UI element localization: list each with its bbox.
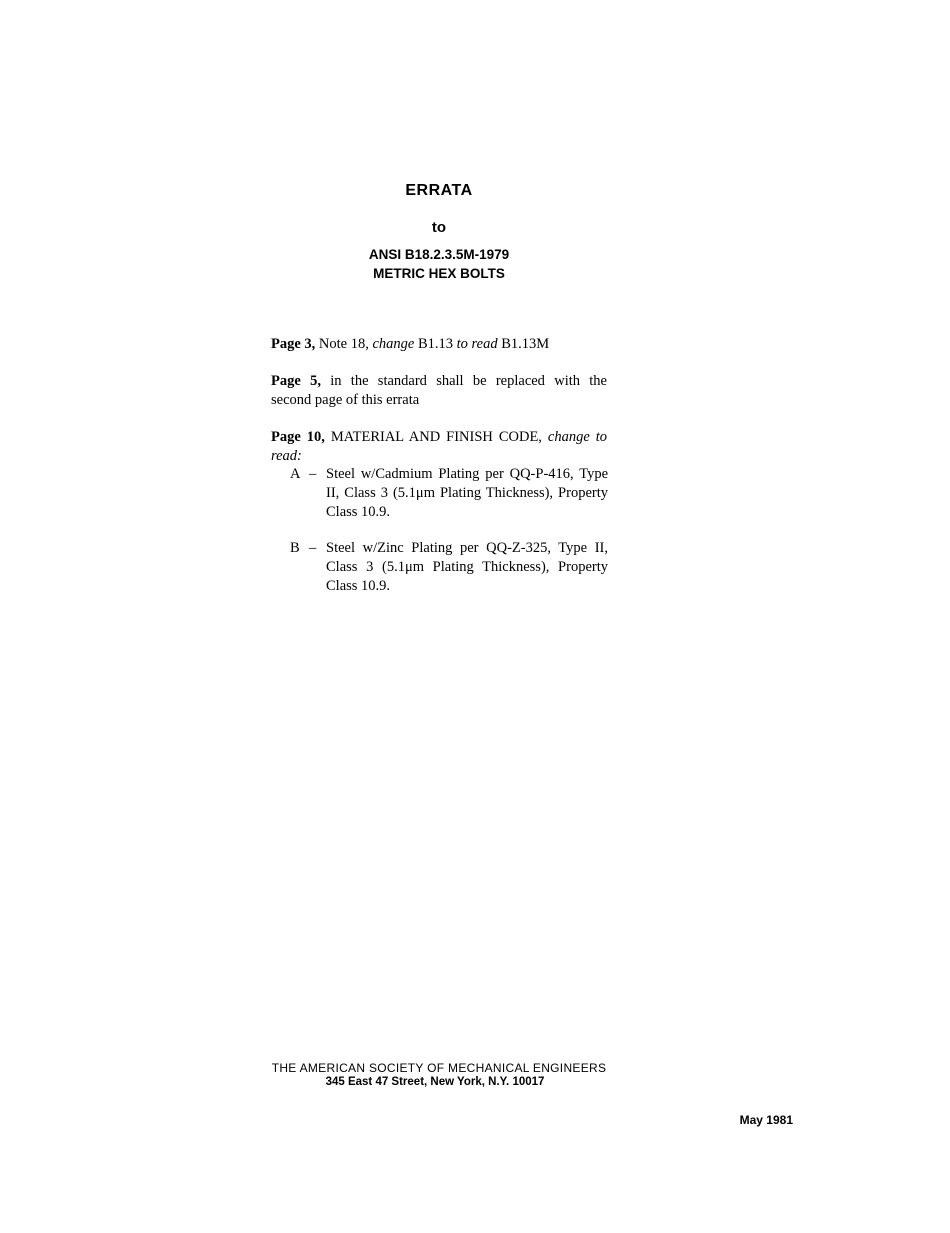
finish-code-item (290, 465, 608, 522)
correction-line: second page of this errata (271, 392, 420, 408)
note-reference: Note 18, (315, 336, 369, 352)
item-description: Steel w/Cadmium Plating per QQ-P-416, Type II, Class 3 (5.1μm Plating Thickness), Property Class 10.9. (326, 466, 608, 520)
standard-number: ANSI B18.2.3.5M-1979 (368, 247, 510, 262)
title-connector: to (431, 219, 447, 236)
item-description: Steel w/Zinc Plating per QQ-Z-325, Type II, Class 3 (5.1μm Plating Thickness), Property Class 10.9. (326, 540, 608, 594)
standard-title: METRIC HEX BOLTS (373, 266, 505, 281)
change-instruction: change to (541, 429, 608, 445)
item-dash: – (309, 466, 317, 482)
organization-address: 345 East 47 Street, New York, N.Y. 10017 (325, 1076, 545, 1088)
document-title: ERRATA (405, 182, 473, 199)
page-reference: Page 5, (271, 373, 321, 389)
page-reference: Page 10, (271, 429, 325, 445)
old-text: B1.13 (414, 336, 454, 352)
correction-line (271, 372, 607, 391)
new-text: B1.13M (497, 336, 550, 352)
item-letter: B (290, 540, 300, 556)
item-letter: A (290, 466, 301, 482)
organization-name: THE AMERICAN SOCIETY OF MECHANICAL ENGINEERS (271, 1061, 607, 1075)
finish-code-item (290, 539, 608, 596)
correction-page-3 (271, 335, 607, 354)
correction-line (271, 447, 607, 466)
page-reference: Page 3, (271, 336, 316, 352)
publication-date: May 1981 (739, 1113, 793, 1127)
correction-text: in the standard shall be replaced with the (320, 373, 607, 389)
read-instruction: read: (271, 448, 302, 464)
change-instruction: change (368, 336, 415, 352)
to-read-instruction: to read (453, 336, 498, 352)
correction-page-10 (271, 428, 607, 466)
correction-page-5 (271, 372, 607, 410)
item-dash: – (309, 540, 317, 556)
correction-line (271, 428, 607, 447)
section-name: MATERIAL AND FINISH CODE, (324, 429, 542, 445)
